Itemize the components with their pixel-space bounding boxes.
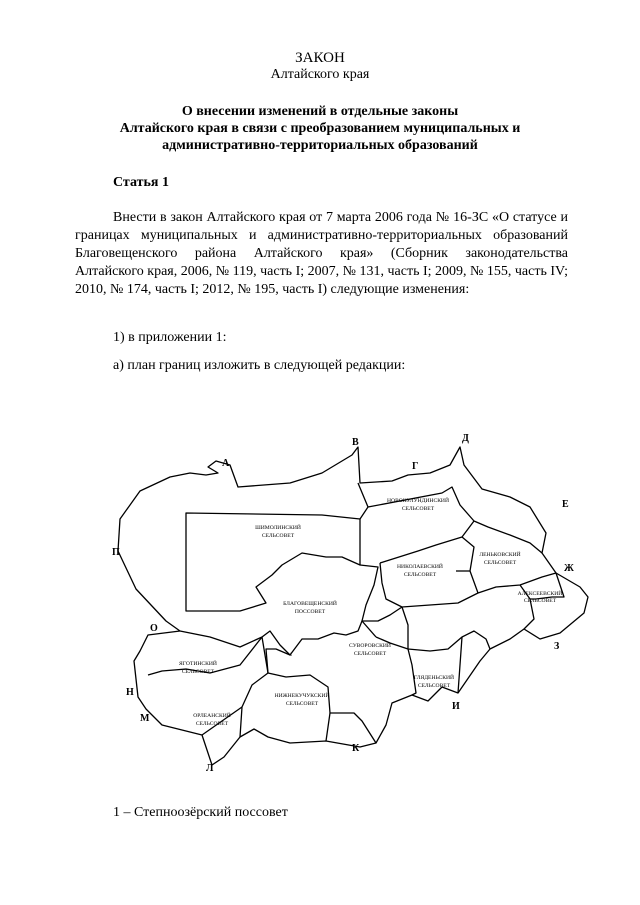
region-label: НОВОКУЛУНДИНСКИЙ — [386, 498, 450, 504]
region-label: СЕЛЬСОВЕТ — [261, 533, 295, 539]
region-label: БЛАГОВЕЩЕНСКИЙ — [283, 601, 337, 607]
map-legend: 1 – Степноозёрский поссовет — [113, 805, 288, 820]
region-label: СЕЛЬСОВЕТ — [403, 572, 437, 578]
map-letter: Е — [562, 499, 569, 510]
map-letter: Д — [462, 433, 469, 444]
region-label: НИКОЛАЕВСКИЙ — [397, 564, 443, 570]
region-label: СУВОРОВСКИЙ — [349, 643, 391, 649]
article-body — [75, 209, 568, 299]
map-letter: О — [150, 623, 158, 634]
map-letter: Н — [126, 687, 134, 698]
region-label: НИЖНЕКУЧУКСКИЙ — [274, 693, 330, 699]
heading-line: административно-территориальных образований — [162, 138, 478, 153]
region-label: СЕЛЬСОВЕТ — [353, 651, 387, 657]
map-letter: К — [352, 743, 360, 754]
list-item-1: 1) в приложении 1: — [113, 330, 227, 345]
article-paragraph: Внести в закон Алтайского края от 7 марта 2006 года № 16-ЗС «О статусе и границах муниципальных и административно-территориальных образований Благовещенского района Алтайского края» (Сборник законодательства Алтайского края, 2006, № 119, часть I; 2007, № 131, часть I; 2009, № 155, часть IV; 2010, № 174, часть I; 2012, № 195, часть I) следующие изменения: — [75, 210, 568, 297]
region-label: СЕЛЬСОВЕТ — [483, 560, 517, 566]
region-label: СЕЛЬСОВЕТ — [195, 721, 229, 727]
region-label: СЕЛЬСОВЕТ — [523, 598, 557, 604]
heading-line: Алтайского края в связи с преобразованием муниципальных и — [119, 121, 521, 136]
map-letter: Л — [206, 763, 214, 774]
boundary-map — [90, 425, 590, 785]
region-label: СЕЛЬСОВЕТ — [401, 506, 435, 512]
region-label: ГЛЯДЕНЬСКИЙ — [413, 675, 455, 681]
list-item-a: а) план границ изложить в следующей редакции: — [113, 358, 406, 373]
map-letter: Г — [412, 461, 419, 472]
map-letter: А — [222, 458, 230, 469]
map-letter: З — [554, 641, 560, 652]
law-title: ЗАКОН — [295, 50, 345, 66]
enclave-number: 1 — [289, 653, 293, 658]
region-label: СЕЛЬСОВЕТ — [417, 683, 451, 689]
region-label: ПОССОВЕТ — [294, 609, 326, 615]
map-letter: И — [452, 701, 460, 712]
region-label: ШИМОЛИНСКИЙ — [255, 525, 301, 531]
article-title: Статья 1 — [113, 175, 169, 190]
outer-boundary — [118, 447, 588, 765]
heading-line: О внесении изменений в отдельные законы — [181, 104, 459, 119]
region-label: СЕЛЬСОВЕТ — [181, 669, 215, 675]
map-letter: П — [112, 547, 120, 558]
map-letter: В — [352, 437, 359, 448]
map-letter: М — [140, 713, 150, 724]
law-heading — [0, 103, 640, 154]
region-label: ЯГОТИНСКИЙ — [179, 661, 217, 667]
law-subtitle: Алтайского края — [270, 67, 370, 82]
region-label: СЕЛЬСОВЕТ — [285, 701, 319, 707]
region-label: ОРЛЕАНСКИЙ — [193, 713, 231, 719]
map-letter: Ж — [564, 563, 574, 574]
region-label: ЛЕНЬКОВСКИЙ — [479, 552, 521, 558]
region-label: АЛЕКСЕЕВСКИЙ — [517, 591, 563, 597]
